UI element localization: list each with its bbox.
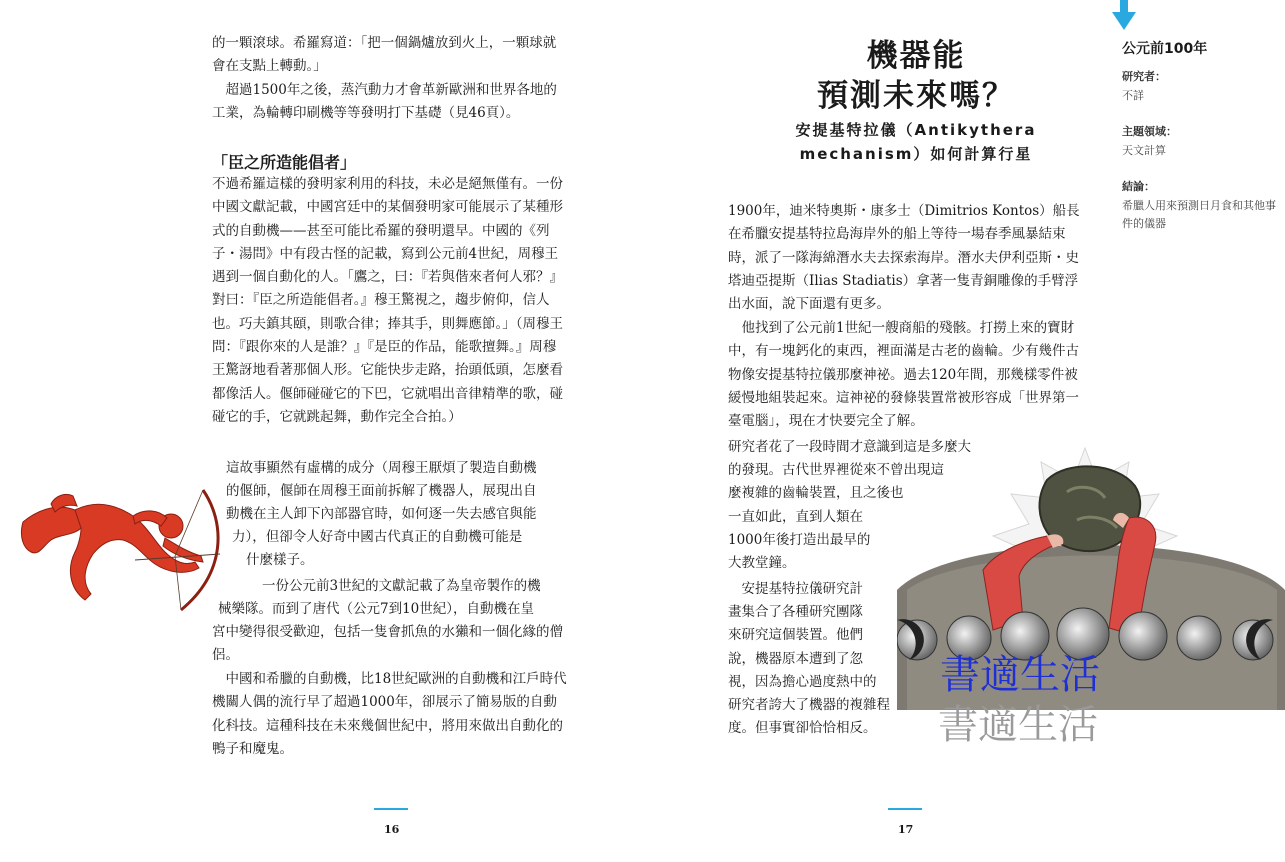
sidebar-conclusion-label: 結論： [1122, 180, 1155, 193]
page-number-rule [374, 808, 408, 810]
watermark-blue: 書適生活 [940, 652, 1100, 698]
title-line: 機器能 [866, 38, 966, 74]
wrap-line: 的偃師，偃師在周穆王面前拆解了機器人，展現出自 [226, 483, 537, 499]
section-heading: 「臣之所造能倡者」 [212, 153, 357, 172]
sidebar-field-label: 主題領域： [1122, 125, 1177, 138]
sidebar-field-value: 天文計算 [1122, 144, 1166, 157]
narrow-line: 大教堂鐘。 [728, 555, 796, 571]
title-line: 預測未來嗎？ [817, 78, 1015, 114]
archer-illustration [15, 482, 230, 617]
wrap-line: 這故事顯然有虛構的成分（周穆王厭煩了製造自動機 [226, 460, 537, 476]
wrap-line: 械樂隊。而到了唐代（公元7到10世紀），自動機在皇 [218, 601, 535, 617]
narrow-line: 度。但事實卻恰恰相反。 [728, 720, 877, 736]
subtitle-line: mechanism）如何計算行星 [799, 145, 1033, 163]
left-page [0, 0, 642, 862]
paragraph-chinese-automaton: 不過希羅這樣的發明家利用的科技，未必是絕無僅有。一份中國文獻記載，中國宮廷中的某個發明家可能展示了某種形式的自動機——甚至可能比希羅的發明還早。中國的《列子・湯問》中有段古怪的記載，寫到公元前4世紀，周穆王遇到一個自動化的人。「鷹之，曰：『若與偕來者何人邪？』對曰：『臣之所造能倡者。』穆王驚視之，趨步俯仰，信人也。巧夫鎮其頤，則歌合律；捧其手，則舞應節。」（周穆王問：『跟你來的人是誰？』『是臣的作品，能歌擅舞。』周穆王驚訝地看著那個人形。它能快步走路，抬頭低頭，怎麼看都像活人。偃師碰碰它的下巴，它就唱出音律精準的歌，碰碰它的手，它就跳起舞，動作完全合拍。） [212, 176, 563, 425]
down-arrow-icon [1110, 0, 1138, 32]
page-subtitle [762, 118, 1070, 166]
sidebar-date: 公元前100年 [1122, 41, 1208, 57]
narrow-line: 說，機器原本遭到了忽 [728, 651, 863, 667]
narrow-line: 的發現。古代世界裡從來不曾出現這 [728, 462, 944, 478]
paragraph-steam-power: 超過1500年之後，蒸汽動力才會革新歐洲和世界各地的工業，為輪轉印刷機等等發明打下基礎（見46頁）。 [212, 82, 557, 122]
narrow-line: 研究者誇大了機器的複雜程 [728, 697, 890, 713]
paragraph-shipwreck: 他找到了公元前1世紀一艘商船的殘骸。打撈上來的寶財中，有一塊鈣化的東西，裡面滿是古老的齒輪。少有幾件古物像安提基特拉儀那麼神祕。過去120年間，那幾樣零件被緩慢地組裝起來。這神祕的發條裝置常被形容成「世界第一臺電腦」，現在才快要完全了解。 [728, 320, 1079, 430]
page-number: 17 [898, 823, 914, 836]
narrow-line: 畫集合了各種研究團隊 [728, 604, 863, 620]
narrow-line: 視，因為擔心過度熱中的 [728, 674, 877, 690]
wrap-line: 力），但卻令人好奇中國古代真正的自動機可能是 [232, 529, 523, 545]
narrow-line: 來研究這個裝置。他們 [728, 627, 863, 643]
paragraph-tang-automata: 宮中變得很受歡迎，包括一隻會抓魚的水獺和一個化緣的僧侶。 [212, 624, 563, 664]
page-number-rule [888, 808, 922, 810]
page-title [792, 36, 1040, 116]
wrap-line: 動機在主人卸下內部器官時，如何逐一失去感官與能 [226, 506, 537, 522]
sidebar-researcher-value: 不詳 [1122, 89, 1144, 102]
narrow-line: 安提基特拉儀研究計 [728, 581, 863, 597]
narrow-line: 1000年後打造出最早的 [728, 532, 871, 548]
wrap-line: 什麼樣子。 [246, 552, 314, 568]
right-page [642, 0, 1285, 862]
narrow-line: 麼複雜的齒輪裝置，且之後也 [728, 485, 904, 501]
page-number: 16 [384, 823, 400, 836]
fact-sidebar [1122, 38, 1280, 233]
wrap-line: 一份公元前3世紀的文獻記載了為皇帝製作的機 [262, 578, 541, 594]
paragraph-hero-ball: 的一顆滾球。希羅寫道：「把一個鍋爐放到火上，一顆球就會在支點上轉動。」 [212, 35, 557, 75]
subtitle-line: 安提基特拉儀（Antikythera [795, 121, 1037, 139]
sidebar-conclusion-value: 希臘人用來預測日月食和其他事件的儀器 [1122, 199, 1276, 230]
narrow-line: 一直如此，直到人類在 [728, 509, 863, 525]
sidebar-researcher-label: 研究者： [1122, 70, 1166, 83]
watermark-gray: 書適生活 [938, 702, 1098, 748]
narrow-line: 研究者花了一段時間才意識到這是多麼大 [728, 439, 971, 455]
paragraph-discovery: 1900年，迪米特奧斯・康多士（Dimitrios Kontos）船長在希臘安提基特拉島海岸外的船上等待一場春季風暴結束時，派了一隊海綿潛水夫去探索海岸。潛水夫伊利亞斯・史塔迪亞提斯（Ilias Stadiatis）拿著一隻青銅雕像的手臂浮出水面，說下面還有更多。 [728, 203, 1080, 313]
paragraph-conclusion: 中國和希臘的自動機，比18世紀歐洲的自動機和江戶時代機關人偶的流行早了超過1000年，卻展示了簡易版的自動化科技。這種科技在未來幾個世紀中，將用來做出自動化的鴨子和魔鬼。 [212, 671, 567, 757]
